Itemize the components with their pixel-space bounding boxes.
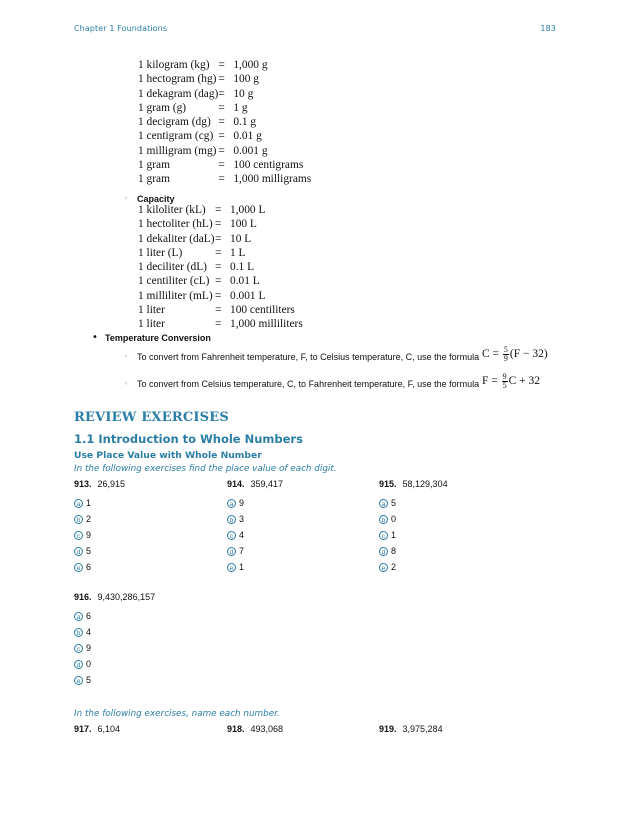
unit-name: 1 centigram (cg) xyxy=(138,130,214,143)
option-e xyxy=(74,674,91,686)
exercise-number: 913. xyxy=(74,479,92,489)
exercise-915 xyxy=(379,479,448,489)
option-text: 4 xyxy=(239,530,245,540)
option-text: 5 xyxy=(86,546,92,556)
table-row xyxy=(138,246,303,260)
sub-bullet-icon: ◦ xyxy=(124,353,129,361)
c-to-f-instruction: To convert from Celsius temperature, C, to Fahrenheit temperature, F, use the formula xyxy=(137,379,480,389)
letter-b-icon: b xyxy=(74,628,83,637)
option-e xyxy=(379,561,396,573)
formula-rhs: C + 32 xyxy=(508,375,541,388)
table-row xyxy=(138,72,311,86)
letter-a-icon: a xyxy=(379,499,388,508)
option-d xyxy=(74,545,91,557)
letter-c-icon: c xyxy=(74,644,83,653)
option-text: 1 xyxy=(86,498,92,508)
formula-lhs: F = xyxy=(482,375,498,388)
option-text: 3 xyxy=(239,514,245,524)
equals-sign: = xyxy=(218,59,225,71)
option-e xyxy=(74,561,91,573)
bullet-icon: • xyxy=(92,332,98,343)
unit-value: 1,000 L xyxy=(230,204,266,216)
exercise-number: 916. xyxy=(74,592,92,602)
option-a xyxy=(227,497,244,509)
sub-bullet-icon: ◦ xyxy=(124,195,129,203)
option-text: 9 xyxy=(239,498,245,508)
letter-e-icon: e xyxy=(379,563,388,572)
option-text: 4 xyxy=(86,627,92,637)
fraction-numerator: 5 xyxy=(503,345,508,354)
capacity-label: Capacity xyxy=(137,194,175,204)
equals-sign: = xyxy=(215,204,222,216)
unit-name: 1 liter xyxy=(138,304,165,317)
unit-name: 1 gram xyxy=(138,159,170,172)
exercise-number: 917. xyxy=(74,724,92,734)
unit-name: 1 dekaliter (daL) xyxy=(138,232,215,245)
equals-sign: = xyxy=(215,232,222,245)
option-text: 6 xyxy=(86,562,92,572)
unit-name: 1 milliliter (mL) xyxy=(138,289,213,302)
unit-name: 1 gram xyxy=(138,173,170,186)
option-text: 2 xyxy=(86,514,92,524)
table-row xyxy=(138,203,303,217)
chapter-header: Chapter 1 Foundations xyxy=(74,24,168,33)
equals-sign: = xyxy=(218,87,225,100)
option-text: 8 xyxy=(391,546,397,556)
letter-b-icon: b xyxy=(74,515,83,524)
letter-b-icon: b xyxy=(227,515,236,524)
unit-value: 1,000 g xyxy=(233,59,268,71)
option-a xyxy=(74,497,91,509)
option-c xyxy=(74,529,91,541)
capacity-units-table xyxy=(138,203,303,332)
sub-bullet-icon: ◦ xyxy=(124,380,129,388)
exercise-918 xyxy=(227,724,283,734)
equals-sign: = xyxy=(215,318,222,331)
exercise-value: 58,129,304 xyxy=(402,479,448,489)
table-row xyxy=(138,317,303,331)
option-text: 7 xyxy=(239,546,245,556)
exercise-913 xyxy=(74,479,125,489)
option-b xyxy=(227,513,244,525)
option-text: 1 xyxy=(239,562,245,572)
letter-d-icon: d xyxy=(74,547,83,556)
option-text: 9 xyxy=(86,643,92,653)
table-row xyxy=(138,217,303,231)
option-text: 5 xyxy=(86,675,92,685)
unit-value: 1,000 milligrams xyxy=(233,173,312,186)
c-to-f-formula xyxy=(482,373,540,390)
unit-name: 1 gram (g) xyxy=(138,101,187,114)
fraction-numerator: 9 xyxy=(502,372,507,381)
unit-value: 1 L xyxy=(230,246,246,259)
table-row xyxy=(138,87,311,101)
exercise-number: 915. xyxy=(379,479,397,489)
table-row xyxy=(138,232,303,246)
table-row xyxy=(138,58,311,72)
unit-value: 0.001 g xyxy=(233,144,268,157)
exercise-number: 914. xyxy=(227,479,245,489)
option-text: 9 xyxy=(86,530,92,540)
fraction xyxy=(502,373,508,390)
page-number: 183 xyxy=(540,24,556,33)
option-d xyxy=(379,545,396,557)
unit-value: 100 centiliters xyxy=(230,304,295,317)
option-text: 0 xyxy=(391,514,397,524)
fraction-denominator: 5 xyxy=(502,381,507,390)
exercise-number: 919. xyxy=(379,724,397,734)
instruction-place-value: In the following exercises find the place value of each digit. xyxy=(74,464,337,474)
subsection-title: Use Place Value with Whole Number xyxy=(74,450,262,461)
unit-name: 1 kilogram (kg) xyxy=(138,59,210,71)
table-row xyxy=(138,260,303,274)
unit-value: 100 L xyxy=(230,218,257,231)
instruction-name-number: In the following exercises, name each number. xyxy=(74,709,280,719)
equals-sign: = xyxy=(215,261,222,274)
unit-value: 10 g xyxy=(233,87,254,100)
exercise-value: 493,068 xyxy=(250,724,284,734)
unit-value: 0.001 L xyxy=(230,289,266,302)
option-text: 0 xyxy=(86,659,92,669)
option-c xyxy=(227,529,244,541)
exercise-919 xyxy=(379,724,443,734)
option-b xyxy=(74,513,91,525)
table-row xyxy=(138,303,303,317)
option-d xyxy=(227,545,244,557)
option-c xyxy=(74,642,91,654)
table-row xyxy=(138,158,311,172)
unit-name: 1 decigram (dg) xyxy=(138,116,211,129)
unit-name: 1 milligram (mg) xyxy=(138,144,217,157)
equals-sign: = xyxy=(218,173,225,186)
exercise-917 xyxy=(74,724,120,734)
option-text: 5 xyxy=(391,498,397,508)
exercise-value: 359,417 xyxy=(250,479,284,489)
option-b xyxy=(74,626,91,638)
exercise-value: 26,915 xyxy=(97,479,126,489)
letter-a-icon: a xyxy=(227,499,236,508)
equals-sign: = xyxy=(218,144,225,157)
letter-e-icon: e xyxy=(74,676,83,685)
option-a xyxy=(74,610,91,622)
letter-d-icon: d xyxy=(74,660,83,669)
fraction xyxy=(503,346,509,363)
option-c xyxy=(379,529,396,541)
formula-rhs: (F − 32) xyxy=(509,348,548,361)
temperature-conversion-label: Temperature Conversion xyxy=(105,333,211,343)
letter-d-icon: d xyxy=(379,547,388,556)
unit-name: 1 liter xyxy=(138,318,165,331)
exercise-916 xyxy=(74,592,155,602)
unit-value: 1 g xyxy=(233,101,248,114)
letter-c-icon: c xyxy=(227,531,236,540)
equals-sign: = xyxy=(218,116,225,129)
equals-sign: = xyxy=(215,304,222,317)
section-title: 1.1 Introduction to Whole Numbers xyxy=(74,432,303,446)
letter-b-icon: b xyxy=(379,515,388,524)
table-row xyxy=(138,144,311,158)
exercise-value: 3,975,284 xyxy=(402,724,443,734)
exercise-914 xyxy=(227,479,283,489)
equals-sign: = xyxy=(215,246,222,259)
option-text: 2 xyxy=(391,562,397,572)
letter-a-icon: a xyxy=(74,499,83,508)
table-row xyxy=(138,172,311,186)
option-b xyxy=(379,513,396,525)
unit-value: 0.1 L xyxy=(230,261,255,274)
mass-units-table xyxy=(138,58,311,187)
option-a xyxy=(379,497,396,509)
f-to-c-instruction: To convert from Fahrenheit temperature, F, to Celsius temperature, C, use the formula xyxy=(137,352,480,362)
table-row xyxy=(138,129,311,143)
letter-c-icon: c xyxy=(74,531,83,540)
equals-sign: = xyxy=(218,130,225,143)
formula-lhs: C = xyxy=(482,348,500,361)
equals-sign: = xyxy=(215,218,222,231)
exercise-number: 918. xyxy=(227,724,245,734)
unit-value: 10 L xyxy=(230,232,252,245)
table-row xyxy=(138,274,303,288)
exercise-value: 9,430,286,157 xyxy=(97,592,156,602)
equals-sign: = xyxy=(218,101,225,114)
unit-value: 100 g xyxy=(233,73,259,86)
unit-name: 1 centiliter (cL) xyxy=(138,275,210,288)
unit-name: 1 liter (L) xyxy=(138,246,183,259)
review-exercises-title: REVIEW EXERCISES xyxy=(74,410,229,425)
letter-e-icon: e xyxy=(74,563,83,572)
unit-name: 1 dekagram (dag) xyxy=(138,87,219,100)
table-row xyxy=(138,115,311,129)
letter-a-icon: a xyxy=(74,612,83,621)
unit-name: 1 hectogram (hg) xyxy=(138,73,217,86)
letter-d-icon: d xyxy=(227,547,236,556)
equals-sign: = xyxy=(215,275,222,288)
unit-value: 100 centigrams xyxy=(233,159,304,172)
fraction-denominator: 9 xyxy=(503,354,508,363)
option-text: 6 xyxy=(86,611,92,621)
option-d xyxy=(74,658,91,670)
option-e xyxy=(227,561,244,573)
equals-sign: = xyxy=(218,159,225,172)
unit-value: 0.01 L xyxy=(230,275,260,288)
unit-value: 0.1 g xyxy=(233,116,257,129)
table-row xyxy=(138,289,303,303)
letter-e-icon: e xyxy=(227,563,236,572)
unit-value: 0.01 g xyxy=(233,130,262,143)
unit-name: 1 kiloliter (kL) xyxy=(138,204,206,216)
unit-name: 1 hectoliter (hL) xyxy=(138,218,213,231)
equals-sign: = xyxy=(218,73,225,86)
exercise-value: 6,104 xyxy=(97,724,121,734)
letter-c-icon: c xyxy=(379,531,388,540)
f-to-c-formula xyxy=(482,346,548,363)
unit-name: 1 deciliter (dL) xyxy=(138,261,207,274)
equals-sign: = xyxy=(215,289,222,302)
unit-value: 1,000 milliliters xyxy=(230,318,303,331)
table-row xyxy=(138,101,311,115)
option-text: 1 xyxy=(391,530,397,540)
